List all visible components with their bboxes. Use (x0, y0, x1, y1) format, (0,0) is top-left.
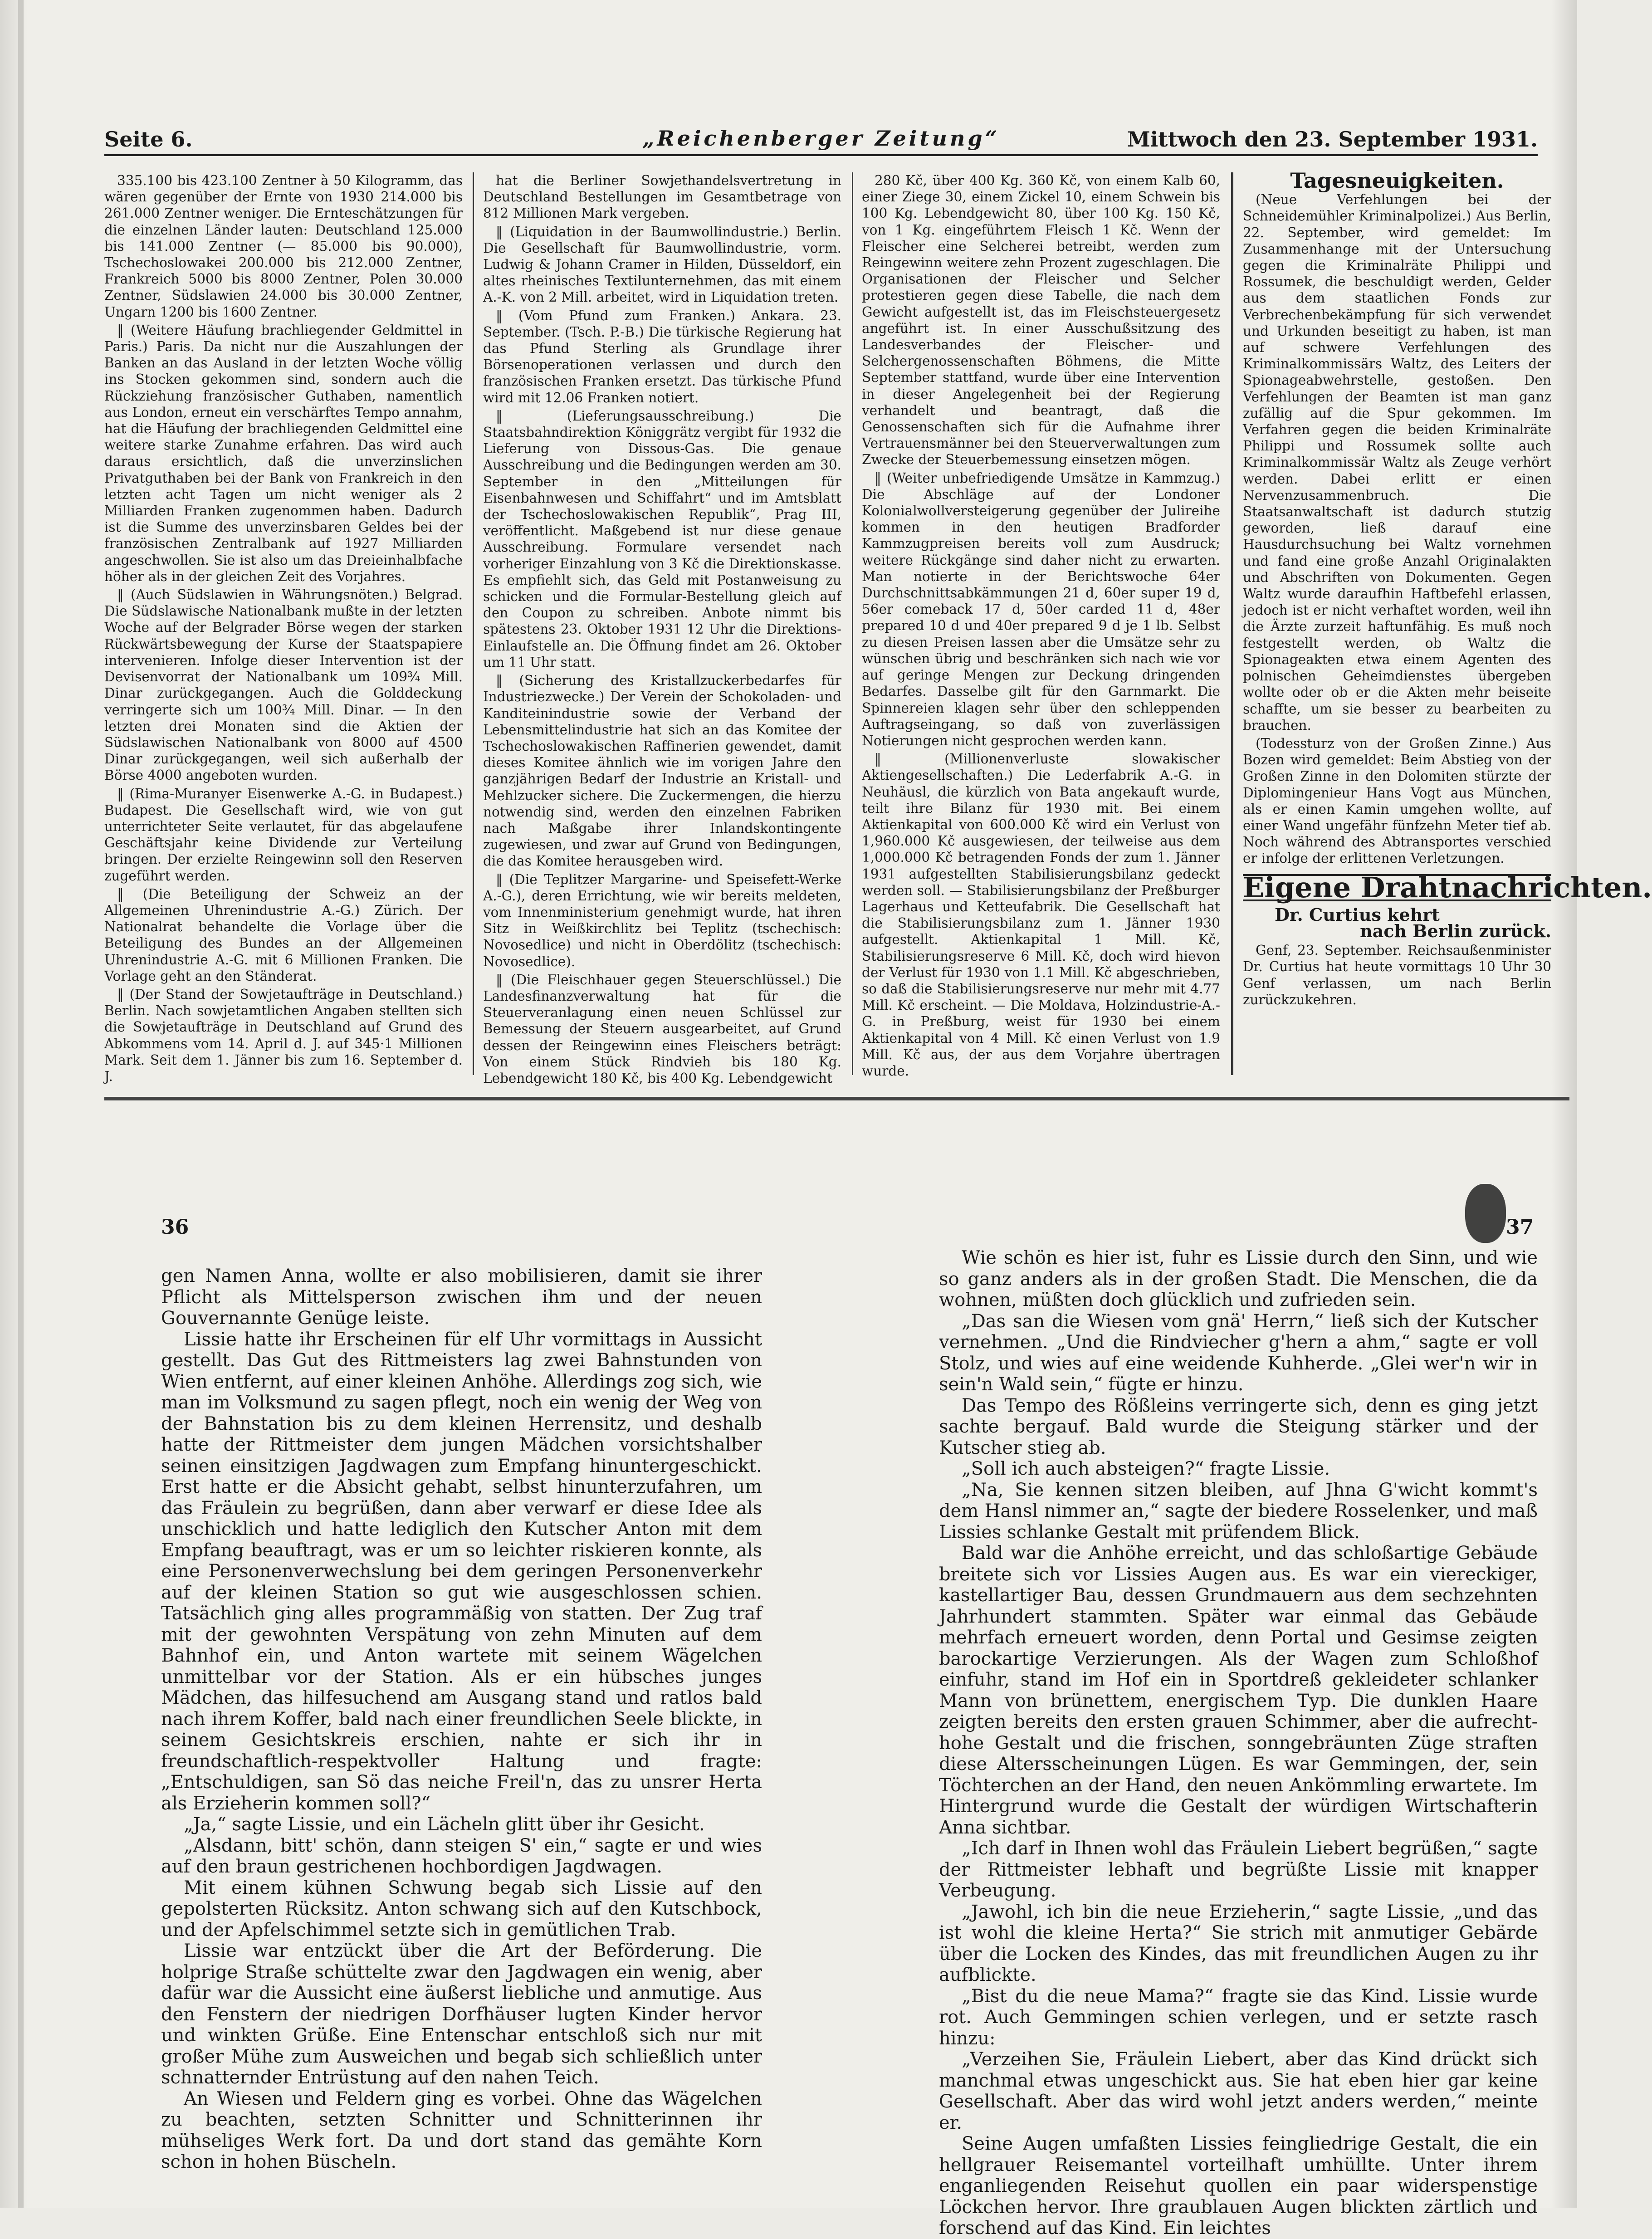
article-paragraph: 335.100 bis 423.100 Zentner à 50 Kilogramm, das wären gegenüber der Ernte von 1930 214.000 bis 261.000 Zentner weniger. Die Ernteschätzungen für die einzelnen Länder lauten: Deutschland 125.000 bis 141.000 Zentner (— 85.000 bis 90.000), Tschechoslowakei 200.000 bis 212.000 Zentner, Frankreich 5000 bis 8000 Zentner, Polen 30.000 Zentner, Südslawien 24.000 bis 30.000 Zentner, Ungarn 1200 bis 1600 Zentner. (104, 173, 463, 320)
article-paragraph: 280 Kč, über 400 Kg. 360 Kč, von einem Kalb 60, einer Ziege 30, einem Zickel 10, einem Schwein bis 100 Kg. Lebendgewicht 80, über 100 Kg. 150 Kč, von 1 Kg. eingeführtem Fleisch 1 Kč. Wenn der Fleischer eine Selcherei betreibt, werden zum Reingewinn weitere zehn Prozent zugeschlagen. Die Organisationen der Fleischer und Selcher protestieren gegen diese Tabelle, die nach dem Gewicht aufgestellt ist, das im Fleischsteuergesetz angeführt ist. In einer Ausschußsitzung des Landesverbandes der Fleischer- und Selchergenossenschaften Böhmens, die Mitte September stattfand, wurde über eine Intervention in dieser Angelegenheit bei der Regierung verhandelt und beantragt, daß die Genossenschaften sich für die Aufnahme ihrer Vertrauensmänner bei den Steuerverwaltungen zum Zwecke der Steuerbemessung einsetzen mögen. (862, 173, 1220, 468)
story-paragraph: „Bist du die neue Mama?“ fragte sie das Kind. Lissie wurde rot. Auch Gemmingen schien verlegen, und er setzte rasch hinzu: (939, 1985, 1538, 2049)
story-paragraph: „Das san die Wiesen vom gnä' Herrn,“ ließ sich der Kutscher vernehmen. „Und die Rindviecher g'hern a ahm,“ sagte er voll Stolz, und wies auf eine weidende Kuhherde. „Glei wer'n wir in sein'n Wald sein,“ fügte er hinzu. (939, 1310, 1538, 1395)
story-paragraph: „Jawohl, ich bin die neue Erzieherin,“ sagte Lissie, „und das ist wohl die kleine Herta?“ Sie strich mit anmutiger Gebärde über die Locken des Kindes, das mit freundlichen Augen zu ihr aufblickte. (939, 1901, 1538, 1985)
wire-news-subhead: Dr. Curtius kehrt (1275, 904, 1440, 925)
story-paragraph: An Wiesen und Feldern ging es vorbei. Ohne das Wägelchen zu beachten, setzten Schnitter und Schnitterinnen ihr mühseliges Werk fort. Da und dort stand das gemähte Korn schon in hohen Büscheln. (161, 2088, 762, 2172)
news-column-2 (483, 172, 841, 1086)
article-paragraph: ‖ (Auch Südslawien in Währungsnöten.) Belgrad. Die Südslawische Nationalbank mußte in der letzten Woche auf der Belgrader Börse wegen der starken Rückwärtsbewegung der Kurse der Staatspapiere intervenieren. Infolge dieser Intervention ist der Devisenvorrat der Nationalbank um 109¾ Mill. Dinar zurückgegangen. Auch die Golddeckung verringerte sich um 100¾ Mill. Dinar. — In den letzten drei Monaten sind die Aktien der Südslawischen Nationalbank von 8000 auf 4500 Dinar zurückgegangen, weil sich außerhalb der Börse 4000 angeboten wurden. (104, 587, 463, 783)
newspaper-page (104, 113, 1652, 1093)
book-page-right (939, 1247, 1538, 2239)
article-paragraph: hat die Berliner Sowjethandelsvertretung in Deutschland Bestellungen im Gesamtbetrage von 812 Millionen Mark vergeben. (483, 173, 841, 221)
wire-news-subhead: nach Berlin zurück. (1360, 920, 1551, 941)
story-paragraph: gen Namen Anna, wollte er also mobilisieren, damit sie ihrer Pflicht als Mittelsperson zwischen ihm und der neuen Gouvernannte Genüge leiste. (161, 1266, 762, 1329)
left-page-number: 36 (161, 1216, 189, 1239)
article-paragraph: ‖ (Der Stand der Sowjetaufträge in Deutschland.) Berlin. Nach sowjetamtlichen Angaben stellten sich die Sowjetaufträge in Deutschland auf Grund des Abkommens vom 14. April d. J. auf 345·1 Millionen Mark. Seit dem 1. Jänner bis zum 16. September d. J. (104, 986, 463, 1084)
story-paragraph: „Alsdann, bitt' schön, dann steigen S' ein,“ sagte er und wies auf den braun gestrichenen hochbordigen Jagdwagen. (161, 1835, 762, 1877)
story-paragraph: Bald war die Anhöhe erreicht, und das schloßartige Gebäude breitete sich vor Lissies Augen aus. Es war ein viereckiger, kastellartiger Bau, dessen Grundmauern aus dem sechzehnten Jahrhundert stammten. Später war einmal das Gebäude mehrfach erneuert worden, denn Portal und Gesimse zeigten barockartige Verzierungen. Als der Wagen zum Schloßhof einfuhr, stand im Hof ein in Sportdreß gekleideter schlanker Mann von brünettem, energischem Typ. Die dunklen Haare zeigten bereits den ersten grauen Schimmer, aber die aufrecht-hohe Gestalt und die frischen, sonngebräunten Züge straften diese Altersscheinungen Lügen. Es war Gemmingen, der, sein Töchterchen an der Hand, den neuen Ankömmling erwartete. Im Hintergrund wurde die Gestalt der würdigen Wirtschafterin Anna sichtbar. (939, 1543, 1538, 1838)
article-paragraph: ‖ (Sicherung des Kristallzuckerbedarfes für Industriezwecke.) Der Verein der Schokoladen- und Kanditeinindustrie sowie der Verband der Lebensmittelindustrie hat sich an das Komitee der Tschechoslowakischen Raffinerien gewendet, damit dieses Komitee ähnlich wie im vorigen Jahre den ganzjährigen Bedarf der Industrie an Kristall- und Mehlzucker sichere. Die Zuckermengen, die hierzu notwendig sind, werden den einzelnen Fabriken nach Maßgabe ihrer Inlandskontingente zugewiesen, und zwar auf Grund von Bedingungen, die das Komitee herausgeben wird. (483, 673, 841, 869)
story-paragraph: Das Tempo des Rößleins verringerte sich, denn es ging jetzt sachte bergauf. Bald wurde die Steigung stärker und der Kutscher stieg ab. (939, 1395, 1538, 1458)
story-paragraph: Lissie hatte ihr Erscheinen für elf Uhr vormittags in Aussicht gestellt. Das Gut des Rittmeisters lag zwei Bahnstunden von Wien entfernt, auf einer kleinen Anhöhe. Allerdings zog sich, wie man im Volksmund zu sagen pflegt, noch ein wenig der Weg von der Bahnstation bis zu dem kleinen Herrensitz, und deshalb hatte der Rittmeister dem jungen Mädchen vorsichtshalber seinen einsitzigen Jagdwagen zum Empfang hinuntergeschickt. Erst hatte er die Absicht gehabt, selbst hinunterzufahren, um das Fräulein zu begrüßen, dann aber verwarf er diese Idee als unschicklich und hatte lediglich den Kutscher Anton mit dem Empfang beauftragt, was er um so leichter riskieren konnte, als eine Personenverwechslung bei dem geringen Personenverkehr auf der kleinen Station so gut wie ausgeschlossen schien. Tatsächlich ging alles programmäßig von statten. Der Zug traf mit der gewohnten Verspätung von zehn Minuten auf dem Bahnhof ein, und Anton wartete mit seinem Wägelchen unmittelbar vor der Station. Als er ein hübsches junges Mädchen, das hilfesuchend am Ausgang stand und ratlos bald nach ihrem Koffer, bald nach einer freundlichen Seele blickte, in seinem Gesichtskreis erschien, nahte er sich ihr in freundschaftlich-respektvoller Haltung und fragte: „Entschuldigen, san Sö das neiche Freil'n, das zu unsrer Herta als Erzieherin kommen soll?“ (161, 1329, 762, 1814)
story-paragraph: „Ja,“ sagte Lissie, und ein Lächeln glitt über ihr Gesicht. (184, 1814, 705, 1835)
book-page-left (161, 1266, 762, 2173)
page-label: Seite 6. (104, 127, 193, 152)
news-column-3 (862, 172, 1220, 1080)
article-paragraph: Genf, 23. September. Reichsaußenminister Dr. Curtius hat heute vormittags 10 Uhr 30 Genf verlassen, um nach Berlin zurückzukehren. (1243, 943, 1551, 1007)
article-paragraph: ‖ (Die Fleischhauer gegen Steuerschlüssel.) Die Landesfinanzverwaltung hat für die Steuerveranlagung einen neuen Schlüssel zur Bemessung der Steuern ausgearbeitet, auf Grund dessen der Reingewinn eines Fleischers beträgt: Von einem Stück Rindvieh bis 180 Kg. Lebendgewicht 180 Kč, bis 400 Kg. Lebendgewicht (483, 972, 841, 1086)
section-title: Tagesneuigkeiten. (1290, 168, 1504, 193)
story-paragraph: Lissie war entzückt über die Art der Beförderung. Die holprige Straße schüttelte zwar den Jagdwagen ein wenig, aber dafür war die Aussicht eine äußerst liebliche und anmutige. Aus den Fenstern der niedrigen Dorfhäuser lugten Kinder hervor und winkten Grüße. Eine Entenschar entschloß sich nur mit großer Mühe zum Ausweichen und begab sich schließlich unter schnatternder Entrüstung auf den nahen Teich. (161, 1941, 762, 2088)
story-paragraph: Mit einem kühnen Schwung begab sich Lissie auf den gepolsterten Rücksitz. Anton schwang sich auf den Kutschbock, und der Apfelschimmel setzte sich in gemütlichen Trab. (161, 1877, 762, 1941)
right-page-number: 37 (1506, 1216, 1534, 1239)
article-paragraph: ‖ (Liquidation in der Baumwollindustrie.) Berlin. Die Gesellschaft für Baumwollindustrie, vorm. Ludwig & Johann Cramer in Hilden, Düsseldorf, ein altes rheinisches Textilunternehmen, das mit einem A.-K. von 2 Mill. arbeitet, wird in Liquidation treten. (483, 224, 841, 305)
book-spread (0, 1107, 1577, 2239)
article-paragraph: ‖ (Lieferungsausschreibung.) Die Staatsbahndirektion Königgrätz vergibt für 1932 die Lieferung von Dissous-Gas. Die genaue Ausschreibung und die Bedingungen werden am 30. September in den „Mitteilungen für Eisenbahnwesen und Schiffahrt“ und im Amtsblatt der Tschechoslowakischen Republik“, Prag III, veröffentlicht. Maßgebend ist nur diese genaue Ausschreibung. Formulare versendet nach vorheriger Einzahlung von 3 Kč die Direktionskasse. Es empfiehlt sich, das Geld mit Postanweisung zu schicken und die Formular-Bestellung gleich auf den Coupon zu schreiben. Anbote nimmt bis spätestens 23. Oktober 1931 12 Uhr die Direktions-Einlaufstelle an. Die Öffnung findet am 26. Oktober um 11 Uhr statt. (483, 408, 841, 670)
masthead (104, 122, 1538, 156)
story-paragraph: „Ich darf in Ihnen wohl das Fräulein Liebert begrüßen,“ sagte der Rittmeister lebhaft und begrüßte Lissie mit knapper Verbeugung. (939, 1838, 1538, 1901)
newspaper-title: „Reichenberger Zeitung“ (642, 126, 1000, 151)
column-divider (852, 172, 853, 1075)
article-paragraph: ‖ (Weiter unbefriedigende Umsätze in Kammzug.) Die Abschläge auf der Londoner Kolonialwollversteigerung gegenüber der Julireihe kommen in den heutigen Bradforder Kammzugpreisen bereits voll zum Ausdruck; weitere Rückgänge sind daher nicht zu erwarten. Man notierte in der Berichtswoche 64er Durchschnittsabkämmungen 21 d, 60er super 19 d, 56er comeback 17 d, 50er carded 11 d, 48er prepared 10 d und 40er prepared 9 d je 1 lb. Selbst zu diesen Preisen lassen aber die Umsätze sehr zu wünschen übrig und beschränken sich nach wie vor auf geringe Mengen zur Deckung dringenden Bedarfes. Dasselbe gilt für den Garnmarkt. Die Spinnereien klagen sehr über den schleppenden Auftragseingang, so daß von zuverlässigen Notierungen nicht gesprochen werden kann. (862, 470, 1220, 748)
story-paragraph: Wie schön es hier ist, fuhr es Lissie durch den Sinn, und wie so ganz anders als in der großen Stadt. Die Menschen, die da wohnen, müßten doch glücklich und zufrieden sein. (939, 1247, 1538, 1310)
ink-smudge (1465, 1184, 1506, 1243)
news-column-4 (1243, 168, 1652, 1080)
story-paragraph: „Verzeihen Sie, Fräulein Liebert, aber das Kind drückt sich manchmal etwas ungeschickt aus. Sie hat eben hier gar keine Gesellschaft. Aber das wird wohl jetzt anders werden,“ meinte er. (939, 2049, 1538, 2133)
article-paragraph: ‖ (Die Beteiligung der Schweiz an der Allgemeinen Uhrenindustrie A.-G.) Zürich. Der Nationalrat behandelte die Vorlage über die Beteiligung des Bundes an der Allgemeinen Uhrenindustrie A.-G. mit 6 Millionen Franken. Die Vorlage geht an den Ständerat. (104, 886, 463, 984)
news-column-1 (104, 172, 463, 1084)
story-paragraph: „Soll ich auch absteigen?“ fragte Lissie. (962, 1458, 1330, 1479)
article-paragraph: ‖ (Die Teplitzer Margarine- und Speisefett-Werke A.-G.), deren Errichtung, wie wir bereits meldeten, vom Innenministerium genehmigt wurde, hat ihren Sitz in Weißkirchlitz bei Teplitz (tschechisch: Novosedlice) und nicht in Oberdölitz (tschechisch: Novosedlice). (483, 871, 841, 969)
wire-news-headline: Eigene Drahtnachrichten. (1243, 870, 1652, 904)
article-paragraph: (Neue Verfehlungen bei der Schneidemühler Kriminalpolizei.) Aus Berlin, 22. September, wird gemeldet: Im Zusammenhange mit der Untersuchung gegen die Kriminalräte Philippi und Rossumek, die beschuldigt werden, Gelder aus dem staatlichen Fonds zur Verbrechenbekämpfung für sich verwendet und Urkunden beseitigt zu haben, ist man auf schwere Verfehlungen des Kriminalkommissärs Waltz, des Leiters der Spionageabwehrstelle, gestoßen. Den Verfehlungen der Beamten ist man ganz zufällig auf die Spur gekommen. Im Verfahren gegen die beiden Kriminalräte Philippi und Rossumek sollte auch Kriminalkommissär Waltz als Zeuge verhört werden. Dabei erlitt er einen Nervenzusammenbruch. Die Staatsanwaltschaft ist dadurch stutzig geworden, ließ darauf eine Hausdurchsuchung bei Waltz vornehmen und fand eine große Anzahl Originalakten und Abschriften von Dokumenten. Gegen Waltz wurde daraufhin Haftbefehl erlassen, jedoch ist er nicht verhaftet worden, weil ihn die Ärzte zurzeit haftunfähig. Es muß noch festgestellt werden, ob Waltz die Spionageakten etwa einem Agenten des polnischen Geheimdienstes übergeben wollte oder ob er die Akten mehr beiseite schaffte, um sie besser zu bearbeiten zu brauchen. (1243, 192, 1551, 733)
issue-date: Mittwoch den 23. September 1931. (1127, 127, 1538, 152)
story-paragraph: „Na, Sie kennen sitzen bleiben, auf Jhna G'wicht kommt's dem Hansl nimmer an,“ sagte der biedere Rosselenker, und maß Lissies schlanke Gestalt mit prüfendem Blick. (939, 1479, 1538, 1543)
column-divider (473, 172, 474, 1075)
article-paragraph: ‖ (Millionenverluste slowakischer Aktiengesellschaften.) Die Lederfabrik A.-G. in Neuhäusl, die kürzlich von Bata angekauft wurde, teilt ihre Bilanz für 1930 mit. Bei einem Aktienkapital von 600.000 Kč wird ein Verlust von 1,960.000 Kč ausgewiesen, der teilweise aus dem 1,000.000 Kč betragenden Fonds der zum 1. Jänner 1931 aufgestellten Stabilisierungsbilanz gedeckt werden soll. — Stabilisierungsbilanz der Preßburger Lagerhaus und Ketteufabrik. Die Gesellschaft hat die Stabilisierungsbilanz zum 1. Jänner 1930 aufgestellt. Aktienkapital 1 Mill. Kč, Stabilisierungsreserve 6 Mill. Kč, doch wird hievon der Verlust für 1930 von 1.1 Mill. Kč abgeschrieben, so daß die Stabilisierungsreserve nur mehr mit 4.77 Mill. Kč erscheint. — Die Moldava, Holzindustrie-A.-G. in Preßburg, weist für 1930 bei einem Aktienkapital von 4 Mill. Kč einen Verlust von 1.9 Mill. Kč aus, der aus dem Vorjahre übertragen wurde. (862, 751, 1220, 1079)
column-divider (1231, 172, 1233, 1075)
article-paragraph: (Todessturz von der Großen Zinne.) Aus Bozen wird gemeldet: Beim Abstieg von der Großen Zinne in den Dolomiten stürzte der Diplomingenieur Hans Vogt aus München, als er einen Kamin umgehen wollte, auf einer Wand ungefähr fünfzehn Meter tief ab. Noch während des Abtransportes verschied er infolge der erlittenen Verletzungen. (1243, 735, 1551, 866)
article-paragraph: ‖ (Vom Pfund zum Franken.) Ankara. 23. September. (Tsch. P.-B.) Die türkische Regierung hat das Pfund Sterling als Grundlage ihrer Börsenoperationen verlassen und durch den französischen Franken ersetzt. Das türkische Pfund wird mit 12.06 Franken notiert. (483, 308, 841, 406)
article-paragraph: ‖ (Rima-Muranyer Eisenwerke A.-G. in Budapest.) Budapest. Die Gesellschaft wird, wie von gut unterrichteter Seite verlautet, für das abgelaufene Geschäftsjahr keine Dividende zur Verteilung bringen. Der erzielte Reingewinn soll den Reserven zugeführt werden. (104, 786, 463, 884)
story-paragraph: Seine Augen umfaßten Lissies feingliedrige Gestalt, die ein hellgrauer Reisemantel vorteilhaft umhüllte. Unter ihrem enganliegenden Reisehut quollen ein paar widerspenstige Löckchen hervor. Ihre graublauen Augen blickten zärtlich und forschend auf das Kind. Ein leichtes (939, 2133, 1538, 2239)
article-paragraph: ‖ (Weitere Häufung brachliegender Geldmittel in Paris.) Paris. Da nicht nur die Auszahlungen der Banken an das Ausland in der letzten Woche völlig ins Stocken gekommen sind, sondern auch die Rückziehung französischer Guthaben, namentlich aus London, erneut ein verschärftes Tempo annahm, hat die Häufung der brachliegenden Geldmittel eine weitere starke Zunahme erfahren. Das wird auch daraus ersichtlich, daß die unverzinslichen Privatguthaben bei der Bank von Frankreich in den letzten acht Tagen um nicht weniger als 2 Milliarden Franken zugenommen haben. Dadurch ist die Summe des unverzinsbaren Geldes bei der französischen Zentralbank auf 1927 Milliarden angeschwollen. Sie ist also um das Dreieinhalbfache höher als in der gleichen Zeit des Vorjahres. (104, 322, 463, 584)
page-fold-line (104, 1097, 1569, 1100)
